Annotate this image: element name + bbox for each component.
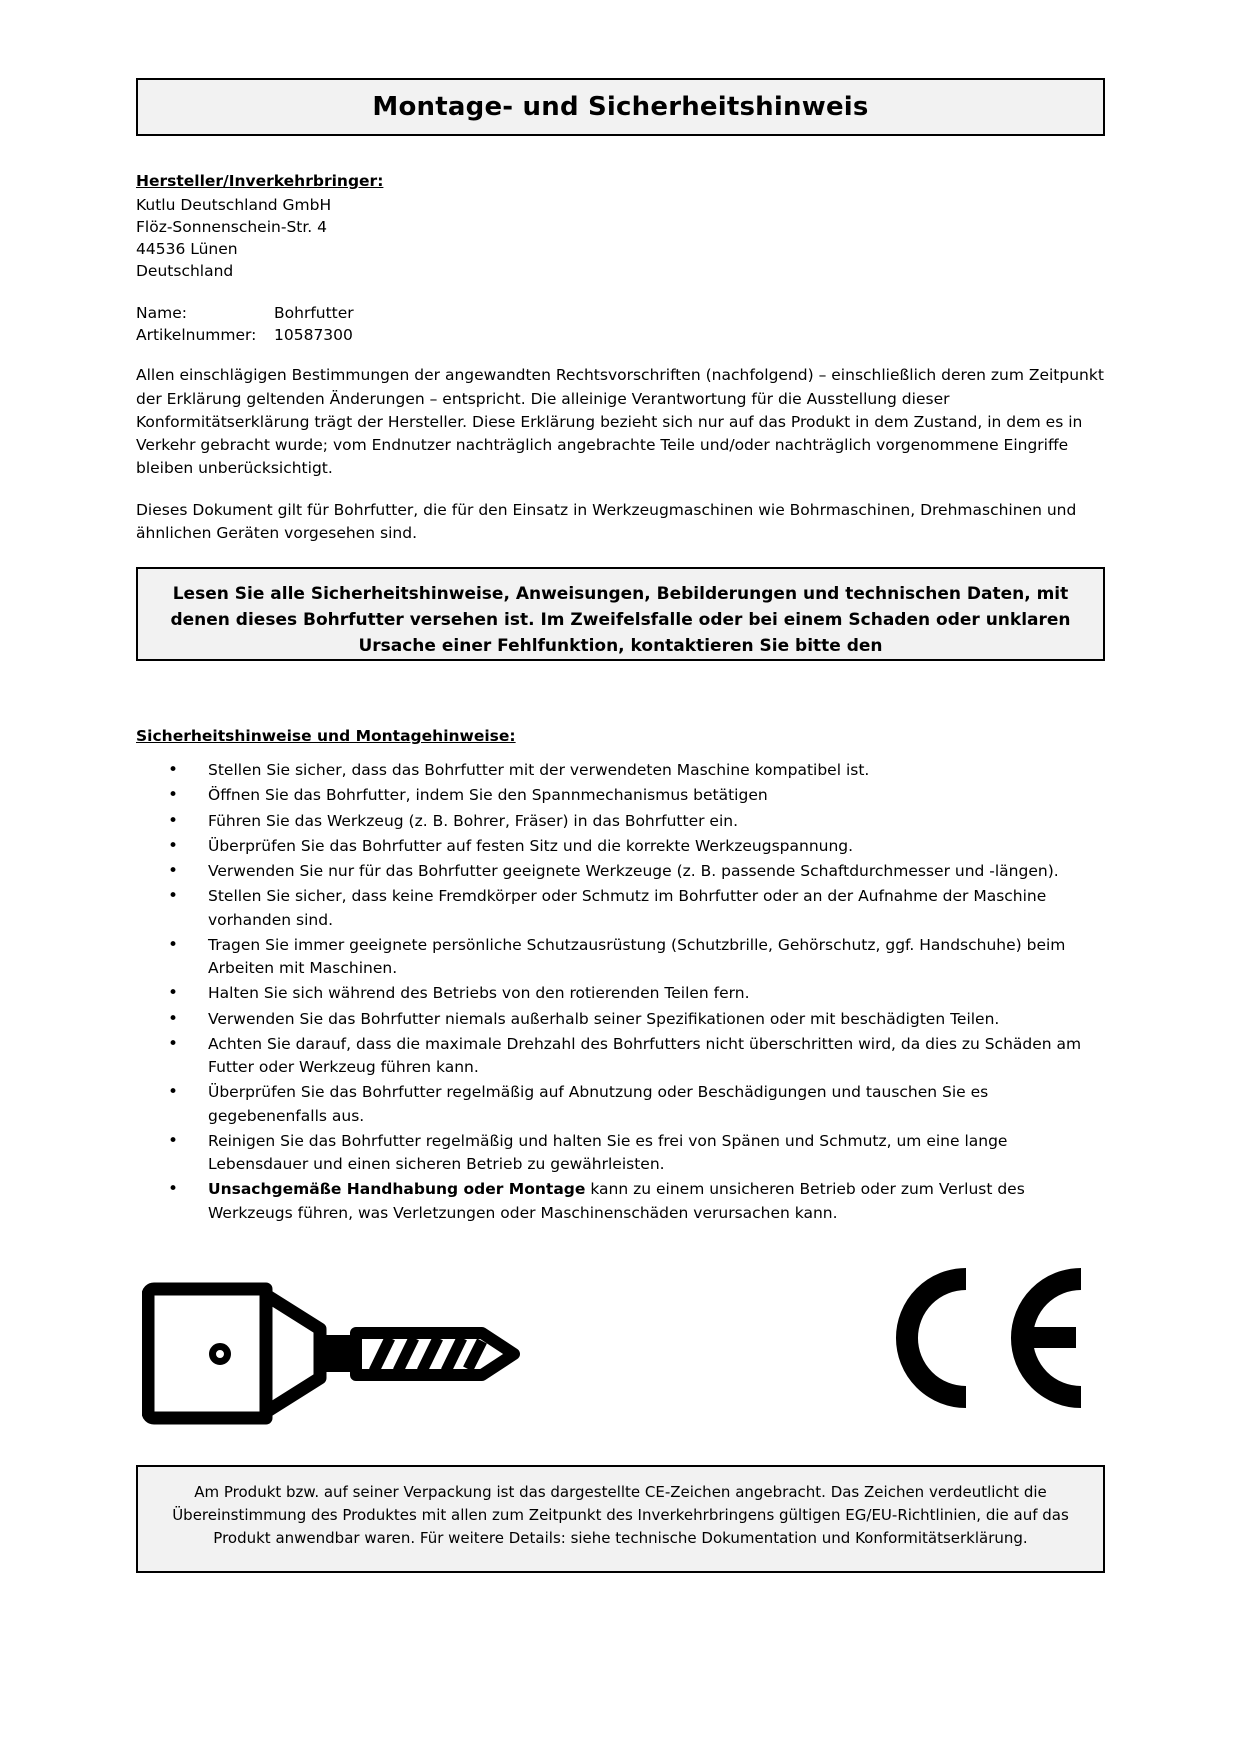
safety-list-item: • Verwenden Sie das Bohrfutter niemals außerhalb seiner Spezifikationen oder mit beschädigten Teilen.	[168, 1008, 1105, 1031]
safety-list-item: • Öffnen Sie das Bohrfutter, indem Sie den Spannmechanismus betätigen	[168, 784, 1105, 807]
product-article-value: 10587300	[274, 326, 353, 345]
warning-text: Lesen Sie alle Sicherheitshinweise, Anweisungen, Bebilderungen und technischen Daten, mit denen dieses Bohrfutter versehen ist. Im Zweifelsfalle oder bei einem Schaden oder unklaren Ursache einer Fehlfunktion, kontaktieren Sie bitte den	[170, 584, 1071, 657]
safety-list-item: • Tragen Sie immer geeignete persönliche Schutzausrüstung (Schutzbrille, Gehörschutz, ggf. Handschuhe) beim Arbeiten mit Maschinen.	[168, 934, 1105, 981]
safety-section-heading: Sicherheitshinweise und Montagehinweise:	[136, 727, 516, 746]
manufacturer-line-4: Deutschland	[136, 262, 234, 281]
document-title-banner	[136, 78, 1105, 136]
product-name-row	[136, 302, 1105, 324]
safety-list-item: • Unsachgemäße Handhabung oder Montage kann zu einem unsicheren Betrieb oder zum Verlust des Werkzeugs führen, was Verletzungen oder Maschinenschäden verursachen kann.	[168, 1178, 1105, 1225]
page-title: Montage- und Sicherheitshinweis	[372, 92, 869, 122]
manufacturer-line-3: 44536 Lünen	[136, 240, 238, 259]
safety-list-item: • Stellen Sie sicher, dass keine Fremdkörper oder Schmutz im Bohrfutter oder an der Aufnahme der Maschine vorhanden sind.	[168, 885, 1105, 932]
graphics-row	[136, 1261, 1105, 1441]
product-name-label: Name:	[136, 304, 187, 323]
drill-chuck-with-bit-illustration	[142, 1271, 542, 1440]
manufacturer-heading: Hersteller/Inverkehrbringer:	[136, 172, 384, 190]
safety-list-item: • Reinigen Sie das Bohrfutter regelmäßig und halten Sie es frei von Spänen und Schmutz, um eine lange Lebensdauer und einen sicheren Betrieb zu gewährleisten.	[168, 1130, 1105, 1177]
safety-list-item: • Halten Sie sich während des Betriebs von den rotierenden Teilen fern.	[168, 982, 1105, 1005]
conformity-paragraph: Allen einschlägigen Bestimmungen der angewandten Rechtsvorschriften (nachfolgend) – einschließlich deren zum Zeitpunkt der Erklärung geltenden Änderungen – entspricht. Die alleinige Verantwortung für die Ausstellung dieser Konformitätserklärung trägt der Hersteller. Diese Erklärung bezieht sich nur auf das Produkt in dem Zustand, in dem es in Verkehr gebracht wurde; vom Endnutzer nachträglich angebrachte Teile und/oder nachträglich vorgenommene Eingriffe bleiben unberücksichtigt.	[136, 366, 1104, 478]
product-article-label: Artikelnummer:	[136, 326, 257, 345]
manufacturer-line-2: Flöz-Sonnenschein-Str. 4	[136, 218, 328, 237]
product-name-value: Bohrfutter	[274, 304, 354, 323]
safety-list-item: • Überprüfen Sie das Bohrfutter regelmäßig auf Abnutzung oder Beschädigungen und tauschen Sie es gegebenenfalls aus.	[168, 1081, 1105, 1128]
warning-box	[136, 567, 1105, 661]
safety-list-item: • Verwenden Sie nur für das Bohrfutter geeignete Werkzeuge (z. B. passende Schaftdurchmesser und -längen).	[168, 860, 1105, 883]
ce-marking-icon	[874, 1263, 1089, 1417]
product-info-block	[136, 302, 1105, 346]
ce-note-text: Am Produkt bzw. auf seiner Verpackung ist das dargestellte CE-Zeichen angebracht. Das Zeichen verdeutlicht die Übereinstimmung des Produktes mit allen zum Zeitpunkt des Inverkehrbringens gültigen EG/EU-Richtlinien, die auf das Produkt anwendbar waren. Für weitere Details: siehe technische Dokumentation und Konformitätserklärung.	[172, 1482, 1069, 1547]
safety-list-item-emphasis: Unsachgemäße Handhabung oder Montage	[208, 1180, 586, 1199]
manufacturer-block	[136, 170, 1105, 282]
spacer	[136, 282, 1105, 302]
scope-paragraph: Dieses Dokument gilt für Bohrfutter, die für den Einsatz in Werkzeugmaschinen wie Bohrmaschinen, Drehmaschinen und ähnlichen Geräten vorgesehen sind.	[136, 500, 1077, 542]
safety-list-item: • Achten Sie darauf, dass die maximale Drehzahl des Bohrfutters nicht überschritten wird, da dies zu Schäden am Futter oder Werkzeug führen kann.	[168, 1033, 1105, 1080]
safety-instruction-list	[136, 759, 1105, 1225]
safety-list-item: • Überprüfen Sie das Bohrfutter auf festen Sitz und die korrekte Werkzeugspannung.	[168, 835, 1105, 858]
safety-list-item: • Führen Sie das Werkzeug (z. B. Bohrer, Fräser) in das Bohrfutter ein.	[168, 810, 1105, 833]
manufacturer-line-1: Kutlu Deutschland GmbH	[136, 196, 332, 215]
product-article-row	[136, 324, 1105, 346]
ce-note-box	[136, 1465, 1105, 1573]
safety-list-item: • Stellen Sie sicher, dass das Bohrfutter mit der verwendeten Maschine kompatibel ist.	[168, 759, 1105, 782]
